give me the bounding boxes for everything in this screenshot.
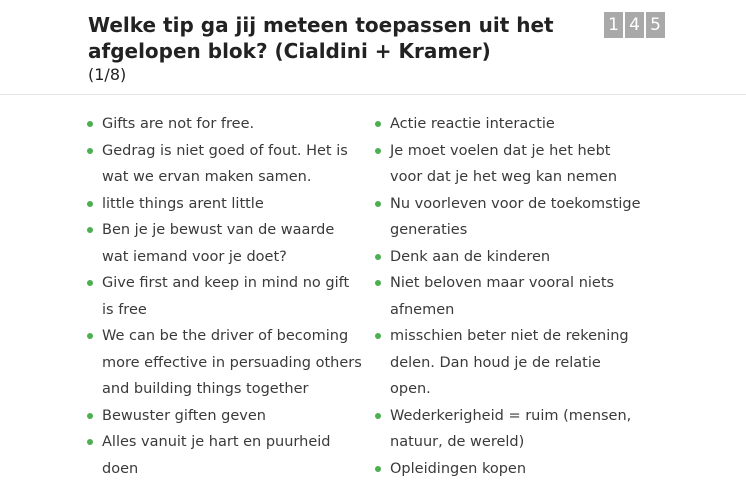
header-divider	[0, 94, 746, 95]
bullet-icon	[87, 280, 93, 286]
bullet-icon	[87, 227, 93, 233]
answer-text: Actie reactie interactie	[390, 116, 555, 132]
bullet-icon	[375, 254, 381, 260]
answer-text: Ben je je bewust van de waarde wat iemand voor je doet?	[102, 222, 335, 265]
answer-item	[374, 456, 644, 483]
bullet-icon	[87, 121, 93, 127]
bullet-icon	[375, 121, 381, 127]
bullet-icon	[375, 201, 381, 207]
answer-text: Nu voorleven voor de toekomstige generaties	[390, 195, 641, 238]
answer-text: Niet beloven maar vooral niets afnemen	[390, 275, 615, 318]
answer-text: Bewuster giften geven	[102, 407, 266, 424]
answer-text: misschien beter niet de rekening delen. Dan houd je de relatie open.	[390, 328, 629, 397]
answer-item	[86, 217, 362, 270]
counter-digit: 1	[604, 12, 623, 38]
question-progress: (1/8)	[88, 65, 127, 84]
bullet-icon	[375, 466, 381, 472]
answer-text: Give first and keep in mind no gift is free	[102, 275, 350, 318]
answer-item	[374, 270, 644, 323]
answer-item	[374, 138, 644, 191]
answer-text: Gifts are not for free.	[102, 116, 255, 132]
counter-digit: 4	[625, 12, 644, 38]
counter-digit: 5	[646, 12, 665, 38]
answer-item	[374, 403, 644, 456]
bullet-icon	[375, 333, 381, 339]
answer-item	[86, 270, 362, 323]
bullet-icon	[375, 280, 381, 286]
bullet-icon	[87, 413, 93, 419]
answer-item	[374, 323, 644, 403]
answer-item	[86, 111, 362, 138]
answer-item	[374, 111, 644, 138]
bullet-icon	[87, 333, 93, 339]
answer-item	[86, 191, 362, 218]
bullet-icon	[375, 413, 381, 419]
answer-item	[86, 403, 362, 430]
answer-item	[374, 244, 644, 271]
bullet-icon	[87, 201, 93, 207]
bullet-icon	[87, 148, 93, 154]
bullet-icon	[375, 148, 381, 154]
question-title: Welke tip ga jij meteen toepassen uit het afgelopen blok? (Cialdini + Kramer)	[88, 13, 554, 63]
answer-text: Gedrag is niet goed of fout. Het is wat we ervan maken samen.	[102, 142, 348, 185]
question-header	[88, 12, 588, 86]
answers-list-right	[374, 111, 644, 482]
answer-text: We can be the driver of becoming more effective in persuading others and building things together	[102, 328, 362, 397]
answer-text: little things arent little	[102, 195, 264, 212]
answer-item	[374, 191, 644, 244]
answer-text: Alles vanuit je hart en puurheid doen	[102, 434, 331, 477]
answer-text: Wederkerigheid = ruim (mensen, natuur, de wereld)	[390, 407, 632, 450]
answer-item	[86, 138, 362, 191]
answer-item	[86, 429, 362, 482]
answers-list-left	[86, 111, 362, 482]
bullet-icon	[87, 439, 93, 445]
response-counter	[604, 12, 665, 38]
answer-text: Je moet voelen dat je het hebt voor dat je het weg kan nemen	[390, 142, 618, 185]
answer-item	[86, 323, 362, 403]
answer-text: Denk aan de kinderen	[390, 248, 551, 265]
answer-text: Opleidingen kopen	[390, 460, 527, 477]
